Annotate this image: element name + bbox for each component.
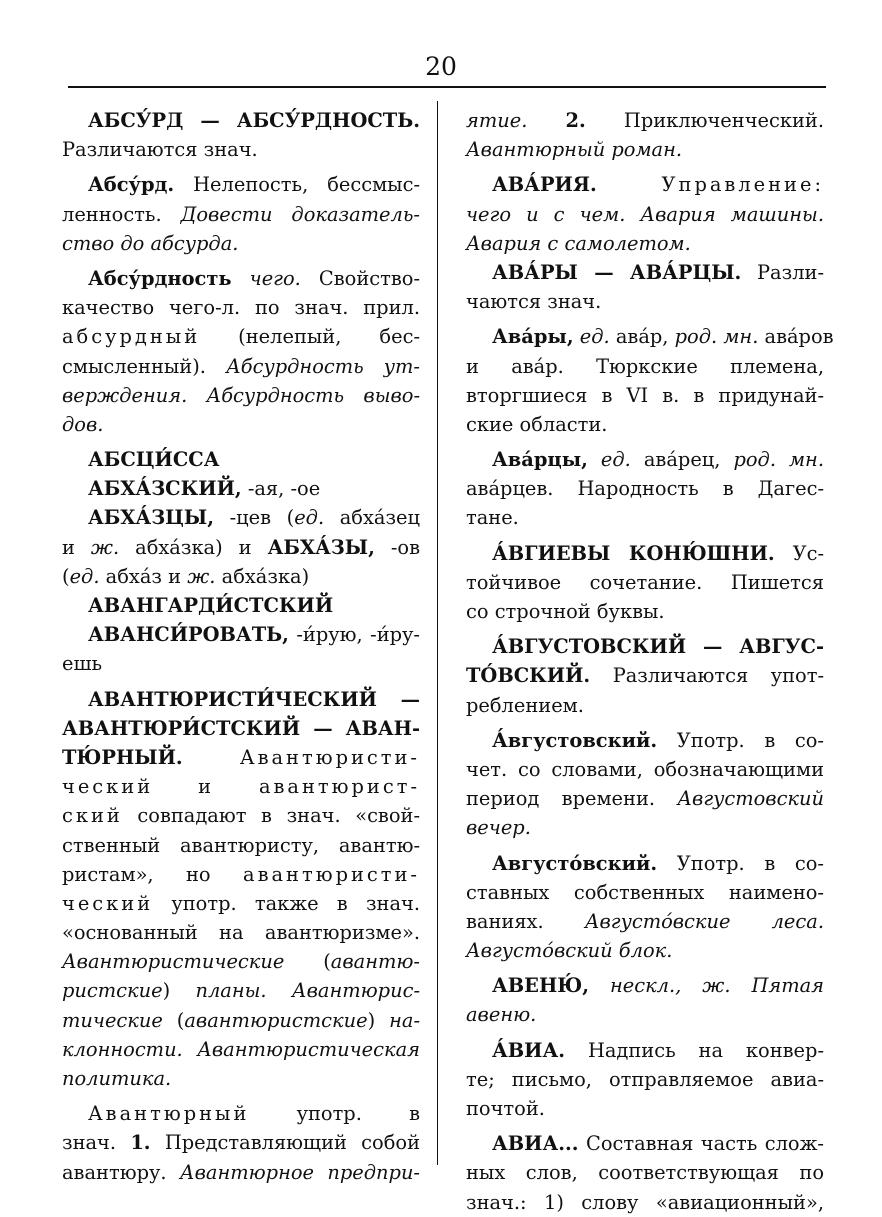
text-line bbox=[466, 1129, 824, 1158]
headword: АБСЦИ́ССА bbox=[88, 448, 220, 472]
text-line bbox=[62, 562, 420, 591]
text-line bbox=[62, 135, 420, 164]
text-line bbox=[466, 258, 824, 287]
text-line bbox=[62, 533, 420, 562]
definition-text: ных слов, соответствующая по bbox=[466, 1161, 824, 1185]
text-line bbox=[466, 503, 824, 532]
example-text: ж. bbox=[187, 564, 216, 588]
definition-text: Приключенческий. bbox=[585, 109, 824, 132]
text-line bbox=[62, 831, 420, 860]
definition-text: ( bbox=[62, 564, 70, 588]
definition-text: (нелепый, бес- bbox=[200, 325, 420, 349]
definition-text: -и́рую, -и́ру- bbox=[288, 623, 420, 647]
definition-text: «основанный на авантюризме». bbox=[62, 921, 420, 945]
text-line bbox=[466, 597, 824, 626]
text-line bbox=[466, 755, 824, 784]
definition-text: знач. bbox=[62, 1131, 131, 1155]
definition-text: совпадают в знач. «свой- bbox=[122, 804, 420, 828]
example-text: Авантюрный роман. bbox=[466, 138, 683, 162]
example-text: Августо́вский блок. bbox=[466, 939, 673, 963]
definition-text: ленность. bbox=[62, 202, 181, 226]
text-line bbox=[466, 1158, 824, 1187]
example-text: ед. bbox=[294, 506, 325, 530]
text-line bbox=[62, 591, 420, 620]
text-line bbox=[466, 971, 824, 1000]
text-line bbox=[466, 1065, 824, 1094]
example-text: ед. bbox=[600, 448, 631, 472]
text-line bbox=[466, 726, 824, 755]
definition-text: -ая, -ое bbox=[241, 477, 321, 501]
text-line bbox=[466, 1188, 824, 1217]
right-column bbox=[466, 106, 834, 1217]
text-line bbox=[466, 410, 824, 439]
headword: 1. bbox=[130, 1131, 151, 1155]
text-line bbox=[62, 322, 420, 351]
headword: А́ВИА. bbox=[492, 1038, 566, 1062]
definition-text: абха́з и bbox=[99, 564, 188, 588]
text-line bbox=[62, 1128, 420, 1157]
headword: АВА́РИЯ. bbox=[492, 173, 597, 197]
text-line bbox=[62, 381, 420, 410]
text-line bbox=[62, 743, 420, 772]
example-text: ристские bbox=[62, 979, 163, 1003]
example-text: вечер. bbox=[466, 816, 531, 840]
text-line bbox=[62, 229, 420, 258]
headword: 2. bbox=[565, 109, 586, 132]
example-text: на- bbox=[389, 1008, 421, 1032]
text-line bbox=[62, 889, 420, 918]
headword: АВАНГАРДИ́СТСКИЙ bbox=[88, 594, 334, 617]
text-line bbox=[466, 568, 824, 597]
text-line bbox=[62, 264, 420, 293]
definition-text: чаются знач. bbox=[466, 290, 602, 314]
definition-text bbox=[589, 974, 610, 997]
headword: А́вгустовский. bbox=[492, 728, 658, 752]
headword: Ава́ры, bbox=[492, 325, 574, 349]
headword: АБХА́ЗСКИЙ, bbox=[88, 477, 242, 501]
text-line bbox=[62, 860, 420, 889]
definition-text: почтой. bbox=[466, 1097, 545, 1120]
definition-text: знач.: 1) слову «авиационный», bbox=[466, 1190, 824, 1214]
text-line bbox=[62, 772, 420, 801]
text-line bbox=[466, 200, 824, 229]
definition-text: Составная часть слож- bbox=[578, 1132, 824, 1156]
definition-text: употр. также в знач. bbox=[153, 891, 420, 915]
example-text: чего. bbox=[249, 266, 301, 290]
example-text: ство до абсурда. bbox=[62, 231, 239, 255]
headword: Абсу́рд. bbox=[88, 173, 175, 197]
definition-text: авантюру. bbox=[62, 1160, 180, 1184]
definition-text: ские области. bbox=[466, 412, 608, 436]
definition-text: ) bbox=[367, 1008, 390, 1032]
definition-text: ) bbox=[162, 979, 196, 1003]
text-line bbox=[62, 352, 420, 381]
definition-text: ваниях. bbox=[466, 909, 585, 933]
example-text: тические bbox=[62, 1008, 163, 1032]
definition-text: абха́зка) и bbox=[119, 535, 268, 559]
definition-text: Различаются знач. bbox=[62, 138, 258, 162]
definition-text: Разли- bbox=[741, 260, 824, 284]
text-line bbox=[62, 1064, 420, 1093]
text-line bbox=[62, 918, 420, 947]
text-line bbox=[466, 691, 824, 720]
definition-text: ешь bbox=[62, 652, 103, 676]
definition-text: ставных собственных наимено- bbox=[466, 880, 824, 904]
definition-text: Различаются упот- bbox=[590, 664, 824, 688]
definition-text: -цев ( bbox=[213, 506, 295, 530]
definition-text: ственный авантюристу, авантю- bbox=[62, 833, 420, 857]
example-text: планы. Авантюрис- bbox=[195, 979, 420, 1003]
headword: АВАНТЮРИ́СТСКИЙ — АВАН- bbox=[62, 716, 420, 740]
definition-text: употр. в bbox=[249, 1102, 420, 1126]
definition-text: смысленный). bbox=[62, 354, 227, 378]
example-text: ед. bbox=[579, 325, 610, 349]
definition-text: вторгшиеся в VI в. в придунай- bbox=[466, 383, 824, 407]
text-line bbox=[62, 1006, 420, 1035]
example-text: нескл., ж. Пятая bbox=[609, 974, 824, 998]
headword: ТЮ́РНЫЙ. bbox=[62, 745, 183, 769]
definition-text: качество чего-л. по знач. прил. bbox=[62, 296, 420, 320]
definition-text: и bbox=[62, 535, 91, 559]
definition-text: ский bbox=[62, 804, 123, 828]
text-line bbox=[62, 1035, 420, 1064]
definition-text: Свойство- bbox=[300, 266, 420, 290]
definition-text: Употр. в со- bbox=[657, 851, 824, 875]
text-line bbox=[466, 784, 824, 813]
text-line bbox=[62, 503, 420, 532]
definition-text: Надпись на конвер- bbox=[565, 1038, 824, 1062]
text-line bbox=[466, 849, 824, 878]
definition-text: ческий bbox=[62, 891, 154, 915]
text-line bbox=[466, 1000, 824, 1029]
definition-text: Представляющий собой bbox=[150, 1131, 420, 1155]
headword: АБСУ́РД — АБСУ́РДНОСТЬ. bbox=[88, 109, 420, 132]
example-text: политика. bbox=[62, 1067, 172, 1090]
definition-text bbox=[597, 173, 662, 196]
example-text: клонности. Авантюристическая bbox=[62, 1037, 420, 1061]
definition-text: ( bbox=[162, 1008, 185, 1032]
text-line bbox=[62, 474, 420, 503]
headword: АВАНТЮРИСТИ́ЧЕСКИЙ — bbox=[88, 687, 420, 711]
text-line bbox=[466, 878, 824, 907]
example-text: Авантюристические bbox=[62, 950, 285, 974]
definition-text: абсурдный bbox=[62, 325, 201, 349]
example-text: авантюристские bbox=[184, 1008, 368, 1032]
definition-text: ава́рец, bbox=[630, 448, 734, 472]
example-text: ж. bbox=[90, 535, 120, 559]
text-line bbox=[62, 410, 420, 439]
text-line bbox=[466, 106, 824, 135]
text-line bbox=[466, 322, 834, 351]
text-line bbox=[466, 813, 824, 842]
text-line bbox=[62, 200, 420, 229]
text-line bbox=[466, 632, 824, 661]
definition-text: те; письмо, отправляемое авиа- bbox=[466, 1067, 824, 1091]
definition-text bbox=[232, 267, 250, 290]
definition-text: период времени. bbox=[466, 787, 678, 811]
definition-text: чет. со словами, обозначающими bbox=[466, 757, 824, 781]
text-line bbox=[62, 1158, 420, 1187]
definition-text: Управление: bbox=[661, 173, 824, 197]
headword: А́ВГУСТОВСКИЙ — АВГУС- bbox=[492, 635, 824, 659]
definition-text: Авантюрный bbox=[88, 1102, 250, 1126]
text-line bbox=[62, 976, 420, 1005]
headword: АБХА́ЗЫ, bbox=[267, 535, 375, 559]
headword: А́ВГИЕВЫ КОНЮ́ШНИ. bbox=[492, 541, 775, 565]
definition-text: ава́р, bbox=[609, 325, 675, 349]
definition-text: абха́зец bbox=[324, 506, 420, 530]
headword: Августо́вский. bbox=[492, 851, 658, 875]
headword: АВА́РЫ — АВА́РЦЫ. bbox=[492, 260, 742, 284]
definition-text: ческий и авантюрист- bbox=[62, 775, 420, 799]
definition-text: авантюристи- bbox=[243, 862, 420, 886]
definition-text: со строчной буквы. bbox=[466, 600, 665, 623]
text-line bbox=[62, 170, 420, 199]
text-line bbox=[62, 1099, 420, 1128]
example-text: Авария с самолетом. bbox=[466, 231, 691, 255]
headword: Абсу́рдность bbox=[88, 266, 232, 290]
example-text: род. мн. bbox=[733, 448, 824, 472]
text-line bbox=[466, 135, 824, 164]
text-line bbox=[466, 474, 824, 503]
definition-text: -ов bbox=[374, 535, 420, 559]
left-column bbox=[62, 106, 420, 1187]
headword: ТО́ВСКИЙ. bbox=[466, 664, 591, 688]
definition-text: ава́рцев. Народность в Дагес- bbox=[466, 477, 824, 501]
definition-text: реблением. bbox=[466, 693, 584, 717]
headword: АБХА́ЗЦЫ, bbox=[88, 506, 214, 530]
text-line bbox=[466, 1094, 824, 1123]
headword: АВЕНЮ́, bbox=[492, 974, 589, 998]
example-text: верждения. Абсурдность выво- bbox=[62, 383, 420, 407]
headword: АВИА... bbox=[492, 1132, 579, 1156]
definition-text: ава́ров bbox=[758, 325, 834, 349]
text-line bbox=[466, 661, 824, 690]
definition-text: ( bbox=[284, 950, 331, 974]
definition-text: тойчивое сочетание. Пишется bbox=[466, 570, 824, 594]
definition-text: абха́зка) bbox=[215, 564, 310, 588]
headword: АВАНСИ́РОВАТЬ, bbox=[88, 623, 289, 647]
example-text: род. мн. bbox=[674, 325, 759, 349]
text-line bbox=[62, 947, 420, 976]
example-text: ятие. bbox=[466, 109, 528, 132]
headword: Ава́рцы, bbox=[492, 448, 588, 472]
text-line bbox=[62, 801, 420, 830]
definition-text bbox=[588, 448, 601, 471]
text-line bbox=[62, 649, 420, 678]
text-line bbox=[466, 352, 824, 381]
example-text: авантю- bbox=[330, 950, 420, 974]
example-text: чего и с чем. Авария машины. bbox=[466, 202, 824, 226]
definition-text bbox=[527, 109, 565, 132]
text-line bbox=[466, 229, 824, 258]
definition-text bbox=[183, 746, 240, 769]
definition-text: Авантюристи- bbox=[239, 745, 420, 769]
text-line bbox=[62, 620, 420, 649]
text-line bbox=[62, 685, 420, 714]
example-text: дов. bbox=[62, 412, 104, 436]
page-number: 20 bbox=[425, 52, 457, 81]
text-line bbox=[466, 170, 824, 199]
text-line bbox=[466, 539, 824, 568]
text-line bbox=[466, 936, 824, 965]
definition-text: тане. bbox=[466, 506, 519, 530]
example-text: авеню. bbox=[466, 1003, 537, 1027]
text-line bbox=[466, 381, 824, 410]
text-line bbox=[466, 1036, 824, 1065]
example-text: ед. bbox=[69, 564, 100, 588]
column-divider bbox=[437, 101, 438, 1165]
definition-text: Нелепость, бессмыс- bbox=[174, 173, 420, 197]
example-text: Абсурдность ут- bbox=[226, 354, 420, 378]
text-line bbox=[62, 293, 420, 322]
definition-text: Ус- bbox=[774, 541, 824, 565]
example-text: Августовский bbox=[677, 787, 824, 811]
example-text: Августо́вские леса. bbox=[584, 909, 824, 933]
definition-text: ристам», но bbox=[62, 862, 244, 886]
text-line bbox=[466, 907, 824, 936]
header-rule bbox=[68, 86, 826, 88]
definition-text: Употр. в со- bbox=[657, 728, 824, 752]
text-line bbox=[62, 714, 420, 743]
text-line bbox=[466, 445, 824, 474]
text-line bbox=[62, 106, 420, 135]
example-text: Авантюрное предпри- bbox=[179, 1160, 420, 1184]
text-line bbox=[62, 445, 420, 474]
example-text: Довести доказатель- bbox=[180, 202, 420, 226]
text-line bbox=[466, 287, 824, 316]
definition-text: и ава́р. Тюркские племена, bbox=[466, 354, 824, 378]
